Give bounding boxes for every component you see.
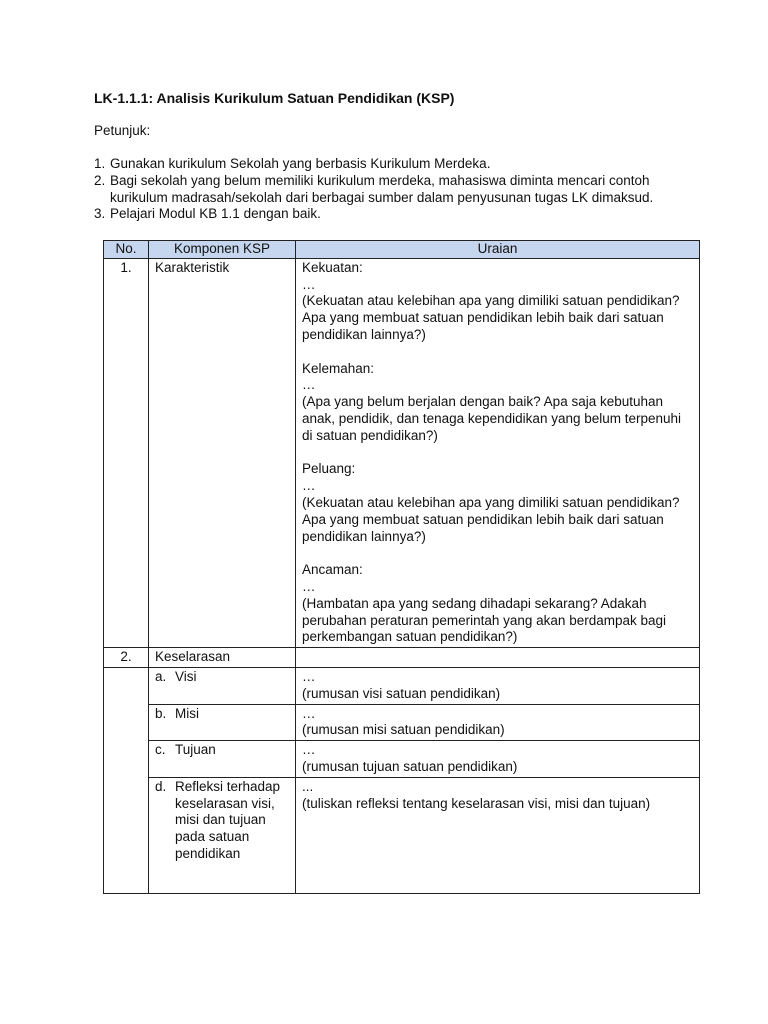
- row-number-empty: [104, 667, 149, 893]
- peluang-section: [302, 461, 693, 545]
- instruction-number: 2.: [94, 172, 106, 188]
- row-number: 2.: [104, 648, 149, 668]
- section-hint: (Kekuatan atau kelebihan apa yang dimiliki satuan pendidikan? Apa yang membuat satuan pendidikan lebih baik dari satuan pendidikan lainnya?): [302, 494, 680, 544]
- komponen-cell: Karakteristik: [149, 258, 296, 647]
- section-hint: (tuliskan refleksi tentang keselarasan visi, misi dan tujuan): [302, 795, 651, 811]
- section-placeholder: …: [302, 377, 316, 393]
- section-placeholder: …: [302, 742, 316, 758]
- komponen-subcell: [149, 704, 296, 741]
- komponen-subcell: [149, 777, 296, 893]
- section-placeholder: ...: [302, 778, 314, 794]
- uraian-cell[interactable]: [296, 667, 700, 704]
- sub-label: Misi: [175, 705, 199, 721]
- section-placeholder: …: [302, 705, 316, 721]
- sub-label: Tujuan: [175, 742, 216, 758]
- uraian-cell[interactable]: [296, 648, 700, 668]
- section-placeholder: …: [302, 478, 316, 494]
- section-label: Peluang:: [302, 461, 356, 477]
- instruction-number: 1.: [94, 156, 106, 171]
- section-label: Kekuatan:: [302, 259, 363, 275]
- section-hint: (rumusan visi satuan pendidikan): [302, 685, 501, 701]
- table-row: [104, 667, 700, 704]
- sub-letter: a.: [155, 668, 167, 684]
- table-row: [104, 648, 700, 668]
- table-row: [104, 777, 700, 893]
- section-hint: (Hambatan apa yang sedang dihadapi sekarang? Adakah perubahan peraturan pemerintah yang akan berdampak bagi perkembangan satuan pendidikan?): [302, 595, 667, 645]
- table-row: [104, 704, 700, 741]
- instruction-number: 3.: [94, 206, 106, 222]
- table-row: [104, 258, 700, 647]
- section-hint: (rumusan tujuan satuan pendidikan): [302, 758, 518, 774]
- ancaman-section: [302, 562, 693, 646]
- section-hint: (rumusan misi satuan pendidikan): [302, 722, 505, 738]
- section-placeholder: …: [302, 578, 316, 594]
- table-header-row: [104, 241, 700, 259]
- section-hint: (Kekuatan atau kelebihan apa yang dimiliki satuan pendidikan? Apa yang membuat satuan pendidikan lebih baik dari satuan pendidikan lainnya?): [302, 293, 680, 342]
- instruction-text: Bagi sekolah yang belum memiliki kurikulum merdeka, mahasiswa diminta mencari contoh kurikulum madrasah/sekolah dari berbagai sumber dalam penyusunan tugas LK dimaksud.: [110, 172, 654, 205]
- uraian-cell[interactable]: [296, 741, 700, 778]
- instructions-label: Petunjuk:: [94, 123, 151, 138]
- uraian-cell[interactable]: [296, 777, 700, 893]
- komponen-subcell: [149, 741, 296, 778]
- header-uraian: Uraian: [296, 241, 700, 259]
- kekuatan-section: [302, 260, 693, 344]
- sub-label: Refleksi terhadap keselarasan visi, misi dan tujuan pada satuan pendidikan: [175, 778, 281, 861]
- page-title: LK-1.1.1: Analisis Kurikulum Satuan Pendidikan (KSP): [94, 90, 455, 106]
- instruction-list: [94, 156, 694, 223]
- row-number: 1.: [104, 258, 149, 647]
- uraian-cell[interactable]: [296, 258, 700, 647]
- table-row: [104, 741, 700, 778]
- instruction-item: [94, 173, 694, 207]
- sub-label: Visi: [175, 668, 197, 684]
- header-no: No.: [104, 241, 149, 259]
- instruction-item: [94, 206, 694, 223]
- ksp-analysis-table: [103, 240, 700, 894]
- instruction-text: Gunakan kurikulum Sekolah yang berbasis Kurikulum Merdeka.: [110, 156, 491, 171]
- section-label: Kelemahan:: [302, 360, 375, 376]
- instruction-item: [94, 156, 694, 173]
- sub-letter: b.: [155, 705, 167, 721]
- header-komponen: Komponen KSP: [149, 241, 296, 259]
- komponen-subcell: [149, 667, 296, 704]
- uraian-cell[interactable]: [296, 704, 700, 741]
- sub-letter: d.: [155, 778, 167, 794]
- instruction-text: Pelajari Modul KB 1.1 dengan baik.: [110, 206, 321, 222]
- section-placeholder: …: [302, 668, 316, 684]
- sub-letter: c.: [155, 742, 166, 758]
- kelemahan-section: [302, 361, 693, 445]
- komponen-cell: Keselarasan: [149, 648, 296, 668]
- section-hint: (Apa yang belum berjalan dengan baik? Apa saja kebutuhan anak, pendidik, dan tenaga kependidikan yang belum terpenuhi di satuan pendidikan?): [302, 394, 682, 443]
- section-label: Ancaman:: [302, 562, 363, 578]
- section-placeholder: …: [302, 276, 316, 292]
